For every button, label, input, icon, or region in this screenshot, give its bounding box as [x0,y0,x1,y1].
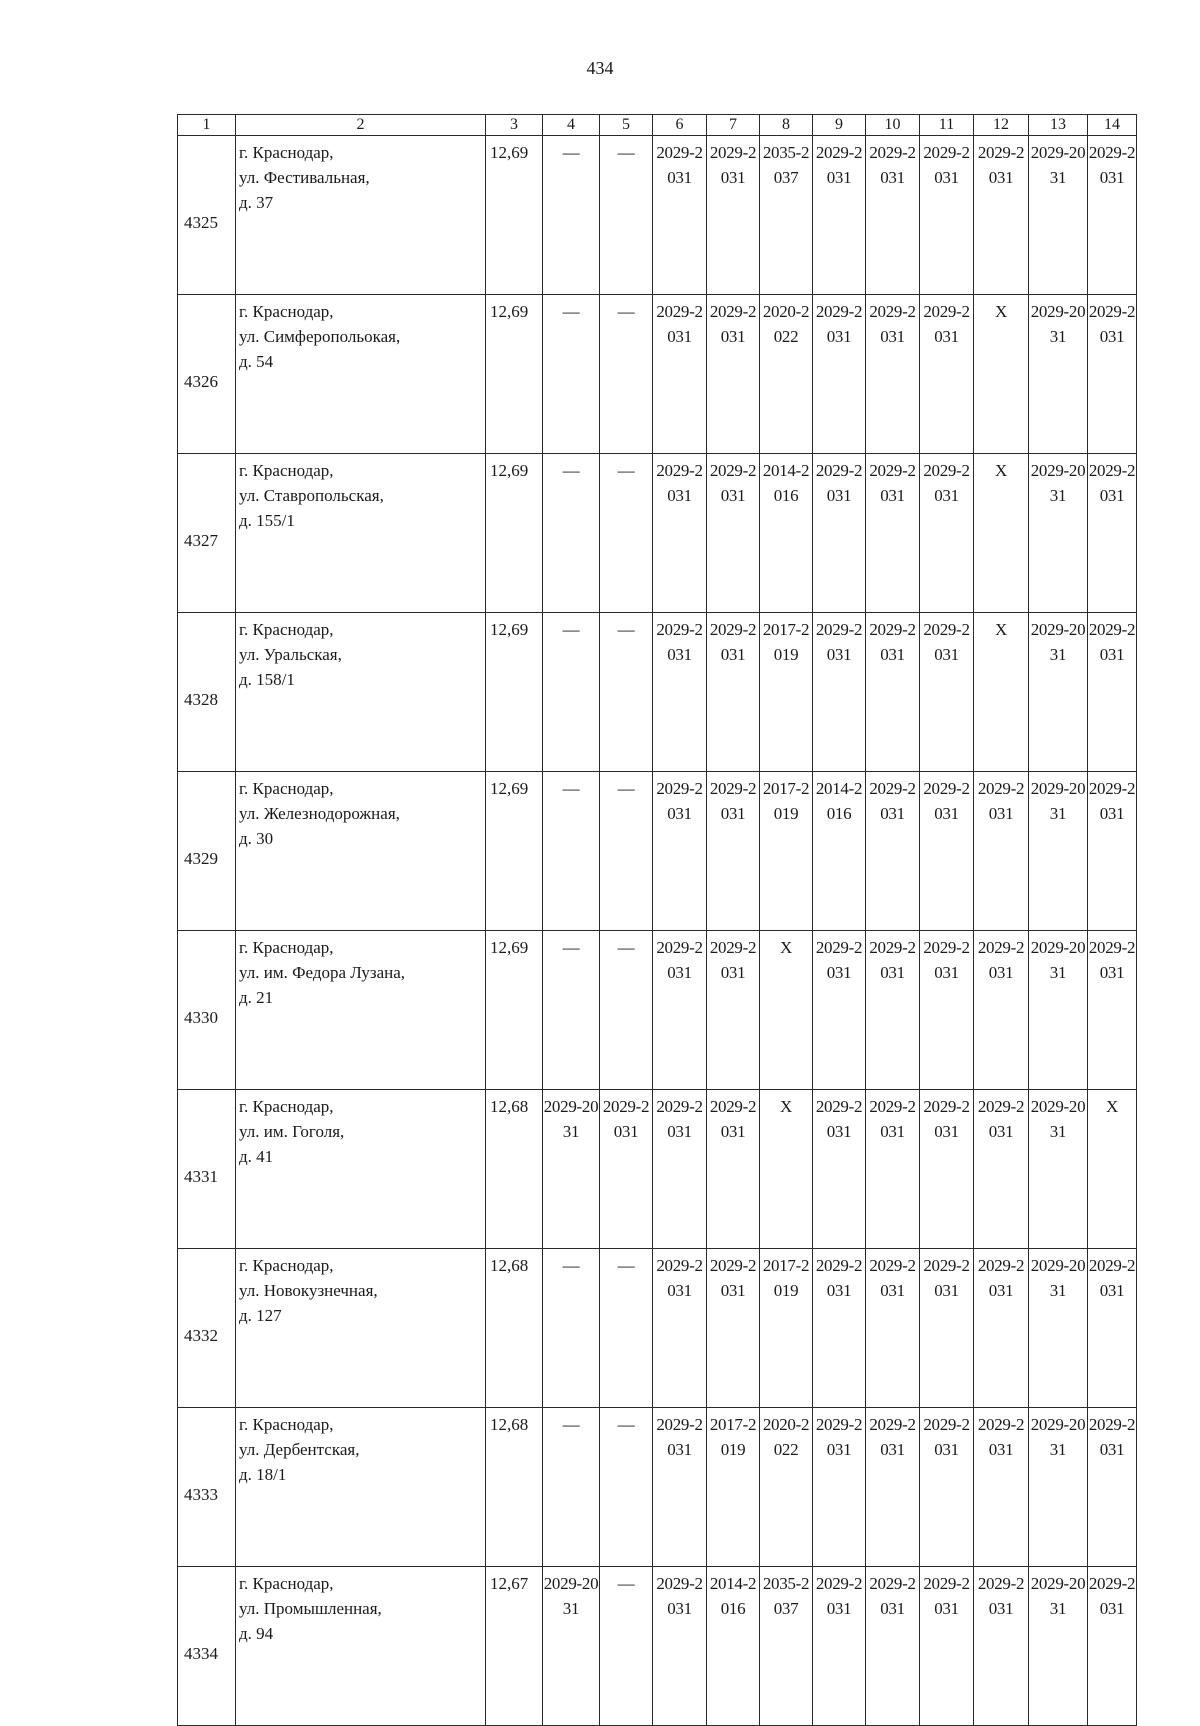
period-cell: 2029-2031 [974,1249,1029,1408]
period-cell: 2029-2031 [1029,1567,1088,1726]
period-cell: — [600,454,653,613]
period-cell: — [543,613,600,772]
period-cell: 2029-2031 [653,931,707,1090]
table-row [178,1090,1137,1249]
period-cell: 2029-2031 [813,1090,866,1249]
table-row [178,772,1137,931]
address-line: г. Краснодар, [239,1574,334,1593]
period-cell: 2029-2031 [920,454,974,613]
address-line: ул. Дербентская, [239,1440,360,1459]
period-cell: 2014-2016 [813,772,866,931]
period-cell: 2029-2031 [543,1567,600,1726]
period-cell: 2029-2031 [866,454,920,613]
period-cell: 2029-2031 [813,1249,866,1408]
period-cell: 2029-2031 [920,1408,974,1567]
column-number-9: 9 [813,115,866,136]
period-cell: 2029-2031 [920,613,974,772]
address-line: ул. Новокузнечная, [239,1281,378,1300]
period-cell: 2029-2031 [1088,1567,1137,1726]
row-number: 4327 [178,454,236,613]
period-cell: 2029-2031 [1088,1408,1137,1567]
period-cell: 2029-2031 [707,136,760,295]
period-cell: — [600,1249,653,1408]
row-number: 4329 [178,772,236,931]
period-cell: 2029-2031 [1088,1249,1137,1408]
address-cell [236,1408,486,1567]
period-cell: 2029-2031 [1029,772,1088,931]
address-cell [236,295,486,454]
period-cell: 2029-2031 [974,1408,1029,1567]
period-cell: 2029-2031 [813,295,866,454]
period-cell: 2029-2031 [974,1567,1029,1726]
period-cell: — [543,295,600,454]
period-cell: — [600,136,653,295]
period-cell: X [974,454,1029,613]
address-line: г. Краснодар, [239,1415,334,1434]
period-cell: 2029-2031 [653,1090,707,1249]
column-number-14: 14 [1088,115,1137,136]
period-cell: 2029-2031 [543,1090,600,1249]
area-value: 12,69 [486,295,543,454]
period-cell: 2029-2031 [813,931,866,1090]
period-cell: 2029-2031 [707,931,760,1090]
address-line: г. Краснодар, [239,461,334,480]
address-line: г. Краснодар, [239,620,334,639]
period-cell: X [1088,1090,1137,1249]
period-cell: 2029-2031 [653,772,707,931]
area-value: 12,68 [486,1408,543,1567]
table-row [178,613,1137,772]
period-cell: 2017-2019 [760,1249,813,1408]
period-cell: 2029-2031 [920,295,974,454]
period-cell: 2020-2022 [760,1408,813,1567]
address-line: г. Краснодар, [239,1097,334,1116]
period-cell: X [760,1090,813,1249]
period-cell: — [600,1567,653,1726]
area-value: 12,68 [486,1249,543,1408]
address-cell [236,931,486,1090]
row-number: 4325 [178,136,236,295]
column-number-6: 6 [653,115,707,136]
period-cell: — [543,772,600,931]
period-cell: 2029-2031 [813,136,866,295]
address-line: ул. им. Федора Лузана, [239,963,406,982]
period-cell: 2029-2031 [813,454,866,613]
address-cell [236,772,486,931]
period-cell: X [760,931,813,1090]
address-line: ул. Симферопольокая, [239,327,401,346]
period-cell: 2029-2031 [707,454,760,613]
period-cell: 2029-2031 [920,1249,974,1408]
address-line: ул. Ставропольская, [239,486,384,505]
address-line: д. 54 [239,352,274,371]
column-number-4: 4 [543,115,600,136]
area-value: 12,67 [486,1567,543,1726]
period-cell: 2029-2031 [1029,295,1088,454]
address-cell [236,136,486,295]
column-number-11: 11 [920,115,974,136]
period-cell: — [543,931,600,1090]
address-cell [236,1567,486,1726]
period-cell: 2029-2031 [1088,931,1137,1090]
period-cell: 2029-2031 [653,1408,707,1567]
period-cell: 2029-2031 [1029,136,1088,295]
address-line: д. 30 [239,829,274,848]
period-cell: 2029-2031 [974,931,1029,1090]
column-number-row [178,115,1137,136]
period-cell: 2029-2031 [707,1249,760,1408]
address-cell [236,613,486,772]
address-line: д. 18/1 [239,1465,287,1484]
period-cell: 2029-2031 [653,1567,707,1726]
period-cell: 2029-2031 [866,1408,920,1567]
period-cell: 2029-2031 [1029,931,1088,1090]
area-value: 12,69 [486,136,543,295]
period-cell: 2035-2037 [760,1567,813,1726]
address-cell [236,454,486,613]
period-cell: 2029-2031 [1088,295,1137,454]
period-cell: 2029-2031 [866,613,920,772]
period-cell: 2029-2031 [866,1567,920,1726]
period-cell: 2029-2031 [920,136,974,295]
period-cell: 2029-2031 [920,772,974,931]
period-cell: 2029-2031 [974,136,1029,295]
address-line: ул. Уральская, [239,645,342,664]
row-number: 4328 [178,613,236,772]
column-number-10: 10 [866,115,920,136]
period-cell: 2029-2031 [866,931,920,1090]
period-cell: 2029-2031 [974,1090,1029,1249]
table-row [178,1567,1137,1726]
period-cell: 2029-2031 [866,295,920,454]
period-cell: 2029-2031 [1088,772,1137,931]
period-cell: 2029-2031 [920,1567,974,1726]
address-line: ул. Железнодорожная, [239,804,400,823]
period-cell: 2029-2031 [1029,613,1088,772]
period-cell: 2029-2031 [653,295,707,454]
address-line: д. 127 [239,1306,282,1325]
area-value: 12,69 [486,454,543,613]
period-cell: — [543,1408,600,1567]
schedule-table [177,114,1137,1726]
period-cell: 2029-2031 [653,1249,707,1408]
period-cell: 2029-2031 [866,136,920,295]
address-line: д. 158/1 [239,670,295,689]
period-cell: 2029-2031 [1029,1408,1088,1567]
period-cell: 2029-2031 [813,1567,866,1726]
period-cell: 2029-2031 [866,772,920,931]
period-cell: — [543,136,600,295]
period-cell: 2014-2016 [707,1567,760,1726]
period-cell: 2029-2031 [707,613,760,772]
address-line: г. Краснодар, [239,302,334,321]
address-line: ул. Промышленная, [239,1599,382,1618]
period-cell: 2029-2031 [653,136,707,295]
period-cell: 2020-2022 [760,295,813,454]
column-number-3: 3 [486,115,543,136]
period-cell: — [600,613,653,772]
period-cell: 2029-2031 [1088,136,1137,295]
period-cell: 2029-2031 [1029,1090,1088,1249]
area-value: 12,69 [486,931,543,1090]
page-number: 434 [586,58,614,78]
address-line: д. 94 [239,1624,274,1643]
address-cell [236,1249,486,1408]
column-number-13: 13 [1029,115,1088,136]
period-cell: 2029-2031 [920,931,974,1090]
address-line: д. 21 [239,988,274,1007]
period-cell: 2029-2031 [866,1249,920,1408]
period-cell: 2029-2031 [707,1090,760,1249]
row-number: 4330 [178,931,236,1090]
address-line: д. 155/1 [239,511,295,530]
period-cell: 2017-2019 [760,772,813,931]
address-line: ул. Фестивальная, [239,168,370,187]
period-cell: — [600,931,653,1090]
period-cell: 2029-2031 [707,295,760,454]
column-number-7: 7 [707,115,760,136]
column-number-2: 2 [236,115,486,136]
address-cell [236,1090,486,1249]
period-cell: X [974,295,1029,454]
address-line: ул. им. Гоголя, [239,1122,345,1141]
row-number: 4331 [178,1090,236,1249]
table-row [178,931,1137,1090]
period-cell: 2017-2019 [707,1408,760,1567]
period-cell: 2029-2031 [1088,454,1137,613]
column-number-5: 5 [600,115,653,136]
period-cell: 2029-2031 [653,613,707,772]
row-number: 4334 [178,1567,236,1726]
period-cell: — [600,772,653,931]
period-cell: 2035-2037 [760,136,813,295]
column-number-12: 12 [974,115,1029,136]
address-line: д. 37 [239,193,274,212]
period-cell: 2029-2031 [1029,1249,1088,1408]
period-cell: 2029-2031 [974,772,1029,931]
address-line: г. Краснодар, [239,779,334,798]
period-cell: 2029-2031 [1029,454,1088,613]
period-cell: — [600,1408,653,1567]
area-value: 12,69 [486,613,543,772]
column-number-1: 1 [178,115,236,136]
table-row [178,454,1137,613]
area-value: 12,69 [486,772,543,931]
period-cell: 2017-2019 [760,613,813,772]
column-number-8: 8 [760,115,813,136]
period-cell: 2029-2031 [813,613,866,772]
address-line: г. Краснодар, [239,143,334,162]
period-cell: 2029-2031 [653,454,707,613]
row-number: 4333 [178,1408,236,1567]
table-row [178,1408,1137,1567]
period-cell: 2029-2031 [1088,613,1137,772]
period-cell: — [600,295,653,454]
period-cell: 2029-2031 [707,772,760,931]
row-number: 4332 [178,1249,236,1408]
period-cell: 2014-2016 [760,454,813,613]
row-number: 4326 [178,295,236,454]
period-cell: X [974,613,1029,772]
period-cell: — [543,454,600,613]
period-cell: — [543,1249,600,1408]
table-row [178,295,1137,454]
table-row [178,1249,1137,1408]
period-cell: 2029-2031 [920,1090,974,1249]
period-cell: 2029-2031 [813,1408,866,1567]
address-line: г. Краснодар, [239,938,334,957]
table-row [178,136,1137,295]
address-line: д. 41 [239,1147,274,1166]
area-value: 12,68 [486,1090,543,1249]
period-cell: 2029-2031 [866,1090,920,1249]
address-line: г. Краснодар, [239,1256,334,1275]
period-cell: 2029-2031 [600,1090,653,1249]
